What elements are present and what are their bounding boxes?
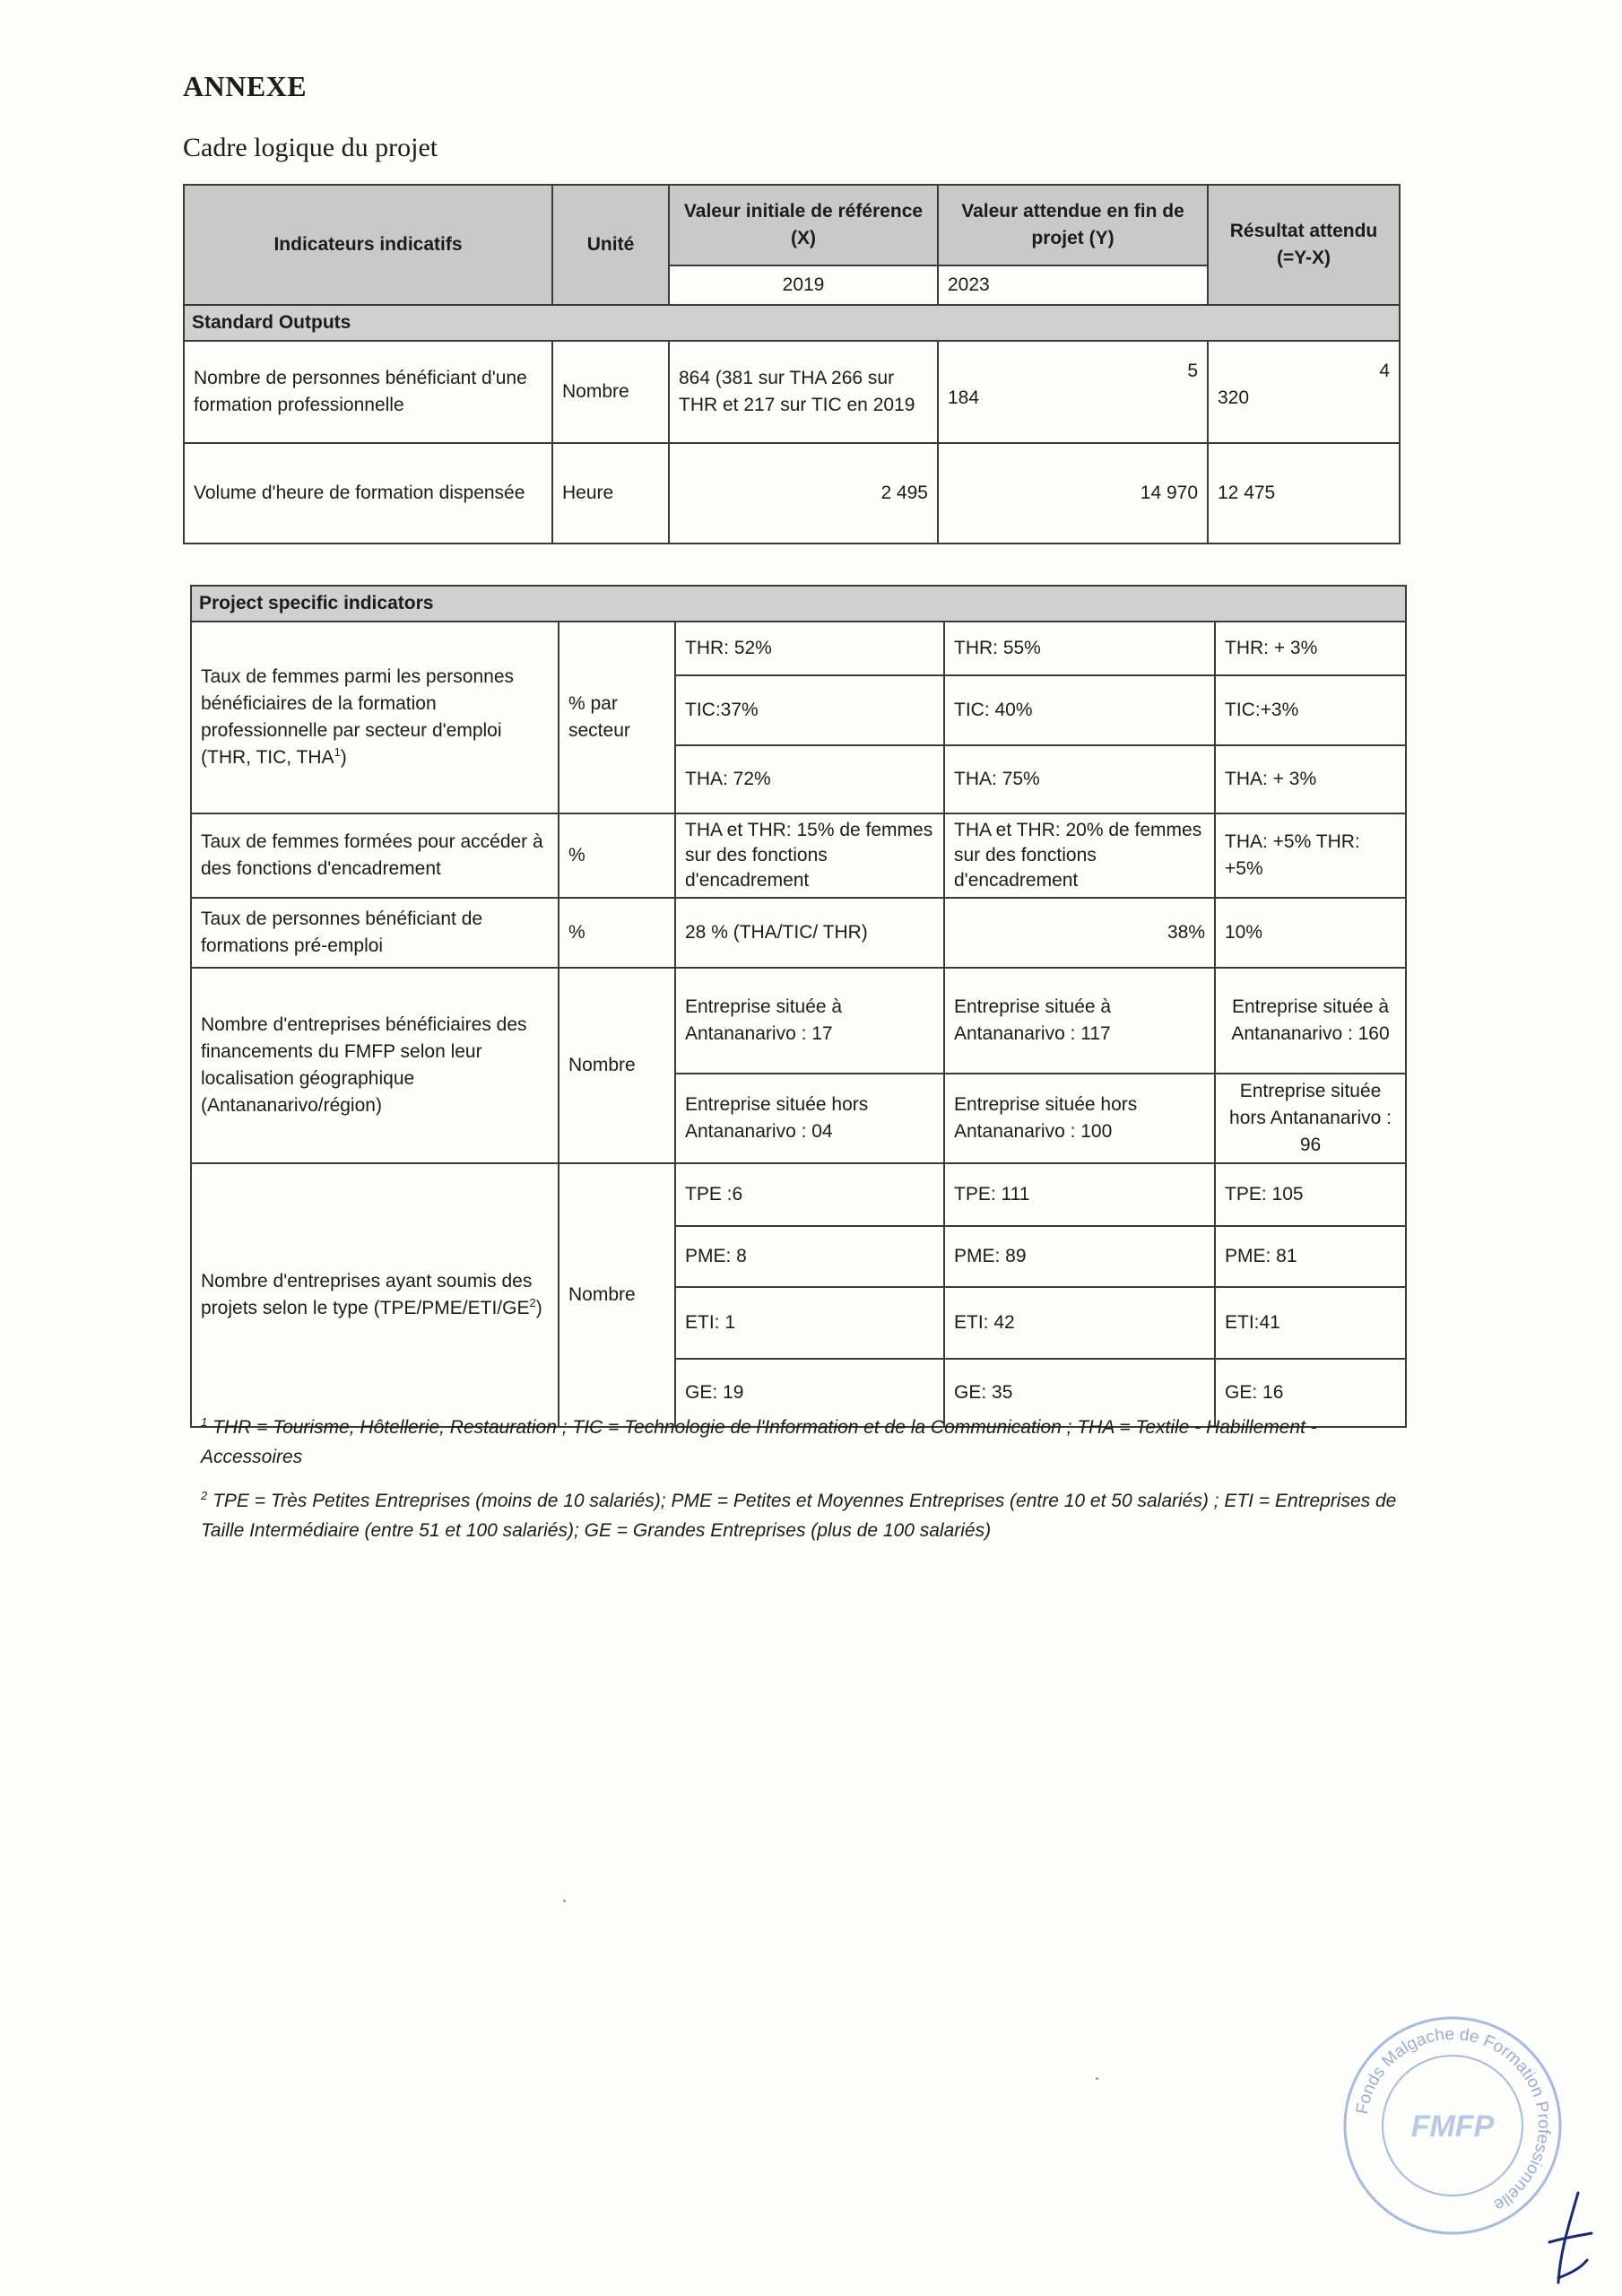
expected-cell: THA et THR: 20% de femmes sur des fonctions d'encadrement [944, 813, 1215, 898]
indicator-cell: Taux de femmes parmi les personnes bénéficiaires de la formation professionnelle par secteur d'emploi (THR, TIC, THA$^1$) [191, 622, 559, 813]
unit-cell: % [559, 898, 675, 968]
expected-cell: 38% [944, 898, 1215, 968]
result-cell: Entreprise située à Antananarivo : 160 [1215, 968, 1406, 1074]
col-header-unit: Unité [552, 185, 669, 305]
result-cell: THA: +5% THR: +5% [1215, 813, 1406, 898]
table-row [191, 1163, 1406, 1226]
expected-value-top: 5 [1187, 361, 1198, 381]
signature-mark [1542, 2188, 1596, 2287]
initial-cell: THA et THR: 15% de femmes sur des fonctions d'encadrement [675, 813, 944, 898]
indicator-cell: Taux de personnes bénéficiant de formations pré-emploi [191, 898, 559, 968]
initial-cell: THA: 72% [675, 745, 944, 813]
initial-cell: THR: 52% [675, 622, 944, 675]
expected-cell: 14 970 [938, 443, 1208, 544]
table-row [184, 443, 1400, 544]
section-project-specific: Project specific indicators [191, 586, 1406, 622]
result-cell: TIC:+3% [1215, 675, 1406, 745]
initial-cell: Entreprise située hors Antananarivo : 04 [675, 1074, 944, 1163]
result-value-top: 4 [1379, 361, 1390, 381]
initial-cell: Entreprise située à Antananarivo : 17 [675, 968, 944, 1074]
result-cell: 10% [1215, 898, 1406, 968]
indicator-cell: Volume d'heure de formation dispensée [184, 443, 552, 544]
indicator-cell: Nombre de personnes bénéficiant d'une formation professionnelle [184, 341, 552, 443]
col-header-indicators: Indicateurs indicatifs [184, 185, 552, 305]
expected-cell: GE: 35 [944, 1359, 1215, 1427]
table-row [191, 622, 1406, 675]
stamp-ring-text: Fonds Malgache de Formation Professionnelle [1352, 2024, 1554, 2214]
initial-cell: ETI: 1 [675, 1287, 944, 1359]
result-cell: 12 475 [1208, 443, 1400, 544]
expected-cell: THA: 75% [944, 745, 1215, 813]
unit-cell: % par secteur [559, 622, 675, 813]
table-row [191, 968, 1406, 1074]
expected-year: 2023 [938, 265, 1208, 305]
page-subtitle: Cadre logique du projet [183, 133, 438, 162]
unit-cell: % [559, 813, 675, 898]
initial-cell: TIC:37% [675, 675, 944, 745]
col-header-expected: Valeur attendue en fin de projet (Y) [938, 185, 1208, 265]
initial-cell: 2 495 [669, 443, 938, 544]
initial-cell: TPE :6 [675, 1163, 944, 1226]
result-cell: PME: 81 [1215, 1226, 1406, 1287]
initial-year: 2019 [669, 265, 938, 305]
footnote-1: $^1$ THR = Tourisme, Hôtellerie, Restauration ; TIC = Technologie de l'Information et de la Communication ; THA = Textile - Habillement - Accessoires [201, 1415, 1317, 1467]
initial-cell: 28 % (THA/TIC/ THR) [675, 898, 944, 968]
unit-cell: Nombre [559, 1163, 675, 1427]
scan-speck [1096, 2077, 1098, 2080]
result-cell: ETI:41 [1215, 1287, 1406, 1359]
logframe-table-top [183, 184, 1399, 544]
unit-cell: Heure [552, 443, 669, 544]
expected-cell: Entreprise située hors Antananarivo : 100 [944, 1074, 1215, 1163]
result-value-bottom: 320 [1218, 387, 1250, 408]
result-cell: TPE: 105 [1215, 1163, 1406, 1226]
scan-speck [563, 1900, 566, 1902]
expected-cell: TPE: 111 [944, 1163, 1215, 1226]
col-header-result: Résultat attendu (=Y-X) [1208, 185, 1400, 305]
expected-cell: PME: 89 [944, 1226, 1215, 1287]
result-cell [1208, 341, 1400, 443]
unit-cell: Nombre [552, 341, 669, 443]
initial-cell: GE: 19 [675, 1359, 944, 1427]
indicator-cell: Taux de femmes formées pour accéder à des fonctions d'encadrement [191, 813, 559, 898]
indicator-cell: Nombre d'entreprises bénéficiaires des financements du FMFP selon leur localisation géographique (Antananarivo/région) [191, 968, 559, 1163]
page-title: ANNEXE [183, 70, 308, 102]
result-cell: THA: + 3% [1215, 745, 1406, 813]
table-row [191, 813, 1406, 898]
result-cell: Entreprise située hors Antananarivo : 96 [1215, 1074, 1406, 1163]
expected-cell: THR: 55% [944, 622, 1215, 675]
initial-cell: PME: 8 [675, 1226, 944, 1287]
expected-value-bottom: 184 [948, 387, 980, 408]
table-row [191, 898, 1406, 968]
result-cell: GE: 16 [1215, 1359, 1406, 1427]
stamp-center-text: FMFP [1410, 2109, 1495, 2144]
expected-cell: Entreprise située à Antananarivo : 117 [944, 968, 1215, 1074]
result-cell: THR: + 3% [1215, 622, 1406, 675]
footnote-2: $^2$ TPE = Très Petites Entreprises (moins de 10 salariés); PME = Petites et Moyennes Entreprises (entre 10 et 50 salariés) ; ETI = Entreprises de Taille Intermédiaire (entre 51 et 100 salariés); GE = Grandes Entreprises (plus de 100 salariés) [201, 1489, 1397, 1541]
expected-cell: ETI: 42 [944, 1287, 1215, 1359]
official-stamp [1336, 2009, 1569, 2242]
unit-cell: Nombre [559, 968, 675, 1163]
indicator-cell: Nombre d'entreprises ayant soumis des projets selon le type $(TPE/PME/ETI/GE^2)$ [191, 1163, 559, 1427]
col-header-initial: Valeur initiale de référence (X) [669, 185, 938, 265]
table-row [184, 341, 1400, 443]
initial-cell: 864 (381 sur THA 266 sur THR et 217 sur TIC en 2019 [669, 341, 938, 443]
expected-cell: TIC: 40% [944, 675, 1215, 745]
section-standard-outputs: Standard Outputs [184, 305, 1400, 341]
expected-cell [938, 341, 1208, 443]
logframe-table-bottom [190, 585, 1405, 1428]
